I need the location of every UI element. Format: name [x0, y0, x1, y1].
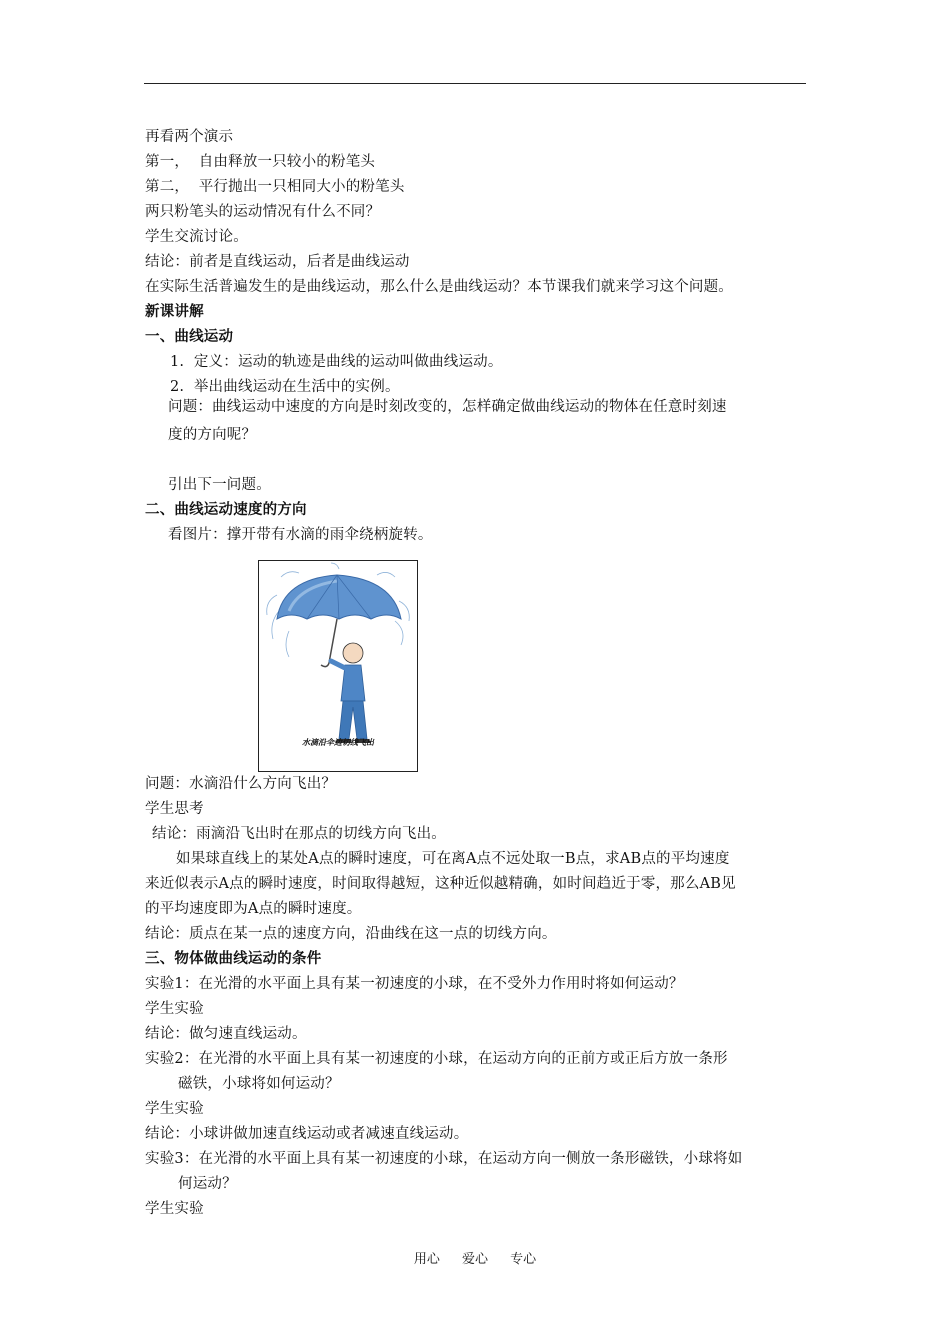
header-rule: [144, 83, 806, 84]
text-line: 实验2：在光滑的水平面上具有某一初速度的小球，在运动方向的正前方或正后方放一条形: [145, 1051, 728, 1067]
text-line: 结论：小球讲做加速直线运动或者减速直线运动。: [145, 1126, 469, 1142]
text-line: 看图片：撑开带有水滴的雨伞绕柄旋转。: [168, 527, 433, 543]
section-heading: 二、曲线运动速度的方向: [145, 501, 307, 518]
page-footer: 用心 爱心 专心: [413, 1252, 537, 1267]
text-line: 问题：水滴沿什么方向飞出？: [145, 776, 337, 792]
text-line: 学生实验: [145, 1201, 204, 1217]
text-line: 何运动？: [178, 1176, 237, 1192]
text-line: 两只粉笔头的运动情况有什么不同？: [145, 204, 381, 220]
figure-caption: 水滴沿伞边切线飞出: [302, 737, 374, 747]
section-heading: 三、物体做曲线运动的条件: [145, 950, 322, 967]
text-line: 的平均速度即为A点的瞬时速度。: [145, 901, 362, 917]
text-line: 引出下一问题。: [168, 477, 271, 493]
text-line: 实验3：在光滑的水平面上具有某一初速度的小球，在运动方向一侧放一条形磁铁，小球将如: [145, 1151, 743, 1167]
text-line: 在实际生活普遍发生的是曲线运动，那么什么是曲线运动？本节课我们就来学习这个问题。: [145, 279, 733, 295]
list-item: 1. 定义：运动的轨迹是曲线的运动叫做曲线运动。: [170, 354, 503, 370]
text-line: 度的方向呢？: [168, 427, 257, 443]
text-line: 如果球直线上的某处A点的瞬时速度，可在离A点不远处取一B点，求AB点的平均速度: [176, 851, 730, 867]
text-line: 再看两个演示: [145, 129, 234, 145]
text-line: 结论：质点在某一点的速度方向，沿曲线在这一点的切线方向。: [145, 926, 557, 942]
text-line: 学生交流讨论。: [145, 229, 248, 245]
text-line: 第一， 自由释放一只较小的粉笔头: [145, 154, 376, 170]
boy-trousers: [339, 701, 367, 739]
text-line: 结论：雨滴沿飞出时在那点的切线方向飞出。: [152, 826, 446, 842]
text-line: 来近似表示A点的瞬时速度，时间取得越短，这种近似越精确，如时间趋近于零，那么AB见: [145, 876, 736, 892]
boy-head: [343, 643, 363, 663]
text-line: 问题：曲线运动中速度的方向是时刻改变的，怎样确定做曲线运动的物体在任意时刻速: [168, 399, 727, 415]
umbrella-figure: [258, 560, 418, 772]
text-line: 学生实验: [145, 1001, 204, 1017]
section-heading: 新课讲解: [145, 303, 204, 320]
section-heading: 一、曲线运动: [145, 328, 234, 345]
text-line: 实验1：在光滑的水平面上具有某一初速度的小球，在不受外力作用时将如何运动？: [145, 976, 684, 992]
text-line: 第二， 平行抛出一只相同大小的粉笔头: [145, 179, 405, 195]
text-line: 学生思考: [145, 801, 204, 817]
text-line: 结论：前者是直线运动，后者是曲线运动: [145, 254, 410, 270]
text-line: 学生实验: [145, 1101, 204, 1117]
text-line: 结论：做匀速直线运动。: [145, 1026, 307, 1042]
list-item: 2. 举出曲线运动在生活中的实例。: [170, 379, 400, 395]
text-line: 磁铁，小球将如何运动？: [178, 1076, 340, 1092]
